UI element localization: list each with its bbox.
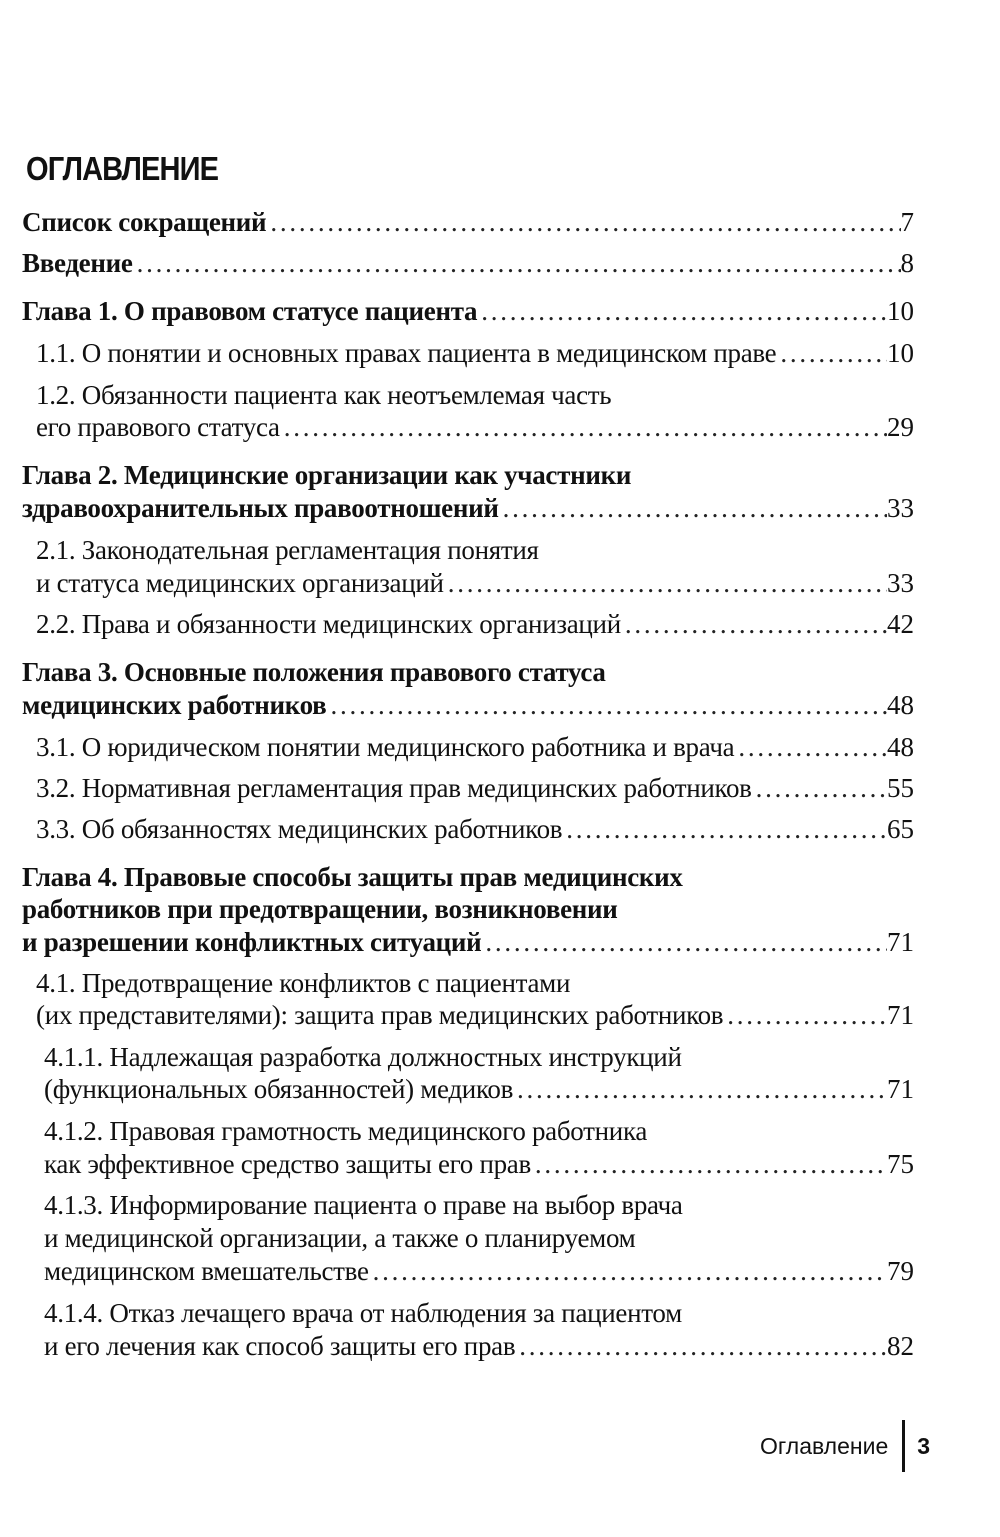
page-footer [760,1420,930,1472]
toc-entry-title: 2.1. Законодательная регламентация понятия [36,535,539,565]
toc-entry-line [22,294,914,328]
toc-entry-title: 4.1.1. Надлежащая разработка должностных инструкций [44,1042,682,1072]
toc-page-number: 8 [900,248,914,278]
page-number: 3 [917,1432,931,1459]
toc-entry-line [36,771,914,805]
toc-page-number: 48 [887,690,914,720]
toc-entry-title: медицинских работников [22,690,327,720]
toc-entry-line [22,925,914,959]
toc-entry-title: (функциональных обязанностей) медиков [44,1074,514,1104]
toc-entry-line [44,1147,914,1181]
running-header: Оглавление [760,1432,889,1459]
toc-entry-line [22,458,631,492]
toc-entry-title: 3.1. О юридическом понятии медицинского работника и врача [36,732,735,762]
dot-leader [734,730,887,764]
toc-page-number: 75 [887,1149,914,1179]
toc-entry-title: медицинском вмешательстве [44,1256,369,1286]
toc-entry-line [22,892,618,926]
toc-entry-title: Введение [22,248,133,278]
toc-entry-title: 4.1.2. Правовая грамотность медицинского работника [44,1116,648,1146]
toc-entry-title: 4.1. Предотвращение конфликтов с пациентами [36,968,571,998]
toc-page-number: 48 [887,732,914,762]
toc-page-number: 33 [887,493,914,523]
toc-entry-title: 1.2. Обязанности пациента как неотъемлемая часть [36,380,612,410]
toc-entry-line [22,860,683,894]
toc-entry-line [36,378,611,412]
toc-page-number: 65 [887,814,914,844]
toc-entry-title: его правового статуса [36,412,280,442]
dot-leader [326,688,887,722]
toc-entry-title: и разрешении конфликтных ситуаций [22,927,482,957]
toc-entry-line [44,1114,647,1148]
dot-leader [444,566,887,600]
toc-entry-line [36,998,914,1032]
toc-page-number: 79 [887,1256,914,1286]
toc-page-number: 71 [887,1074,914,1104]
dot-leader [513,1072,887,1106]
toc-entry-line [36,533,539,567]
toc-page-number: 29 [887,412,914,442]
toc-entry-line [44,1329,914,1363]
toc-entry-line [36,336,914,370]
toc-entry-line [44,1221,635,1255]
toc-entry-line [44,1072,914,1106]
toc-entry-line [36,607,914,641]
toc-entry-title: и статуса медицинских организаций [36,568,444,598]
dot-leader [515,1329,887,1363]
toc-entry-title: работников при предотвращении, возникновении [22,894,618,924]
dot-leader [280,410,887,444]
dot-leader [266,205,900,239]
toc-entry-title: 1.1. О понятии и основных правах пациента в медицинском праве [36,338,777,368]
toc-page-number: 33 [887,568,914,598]
toc-entry-line [22,205,914,239]
toc-entry-title: 4.1.3. Информирование пациента о праве на выбор врача [44,1190,683,1220]
toc-entry-title: Глава 1. О правовом статусе пациента [22,296,478,326]
page-title: ОГЛАВЛЕНИЕ [26,150,219,187]
toc-entry-title: здравоохранительных правоотношений [22,493,499,523]
toc-entry-title: как эффективное средство защиты его прав [44,1149,531,1179]
toc-entry-title: 3.3. Об обязанностях медицинских работников [36,814,563,844]
toc-page-number: 71 [887,1000,914,1030]
toc-entry-line [22,246,914,280]
dot-leader [477,294,887,328]
toc-entry-line [36,410,914,444]
dot-leader [776,336,887,370]
toc-entry-title: 3.2. Нормативная регламентация прав медицинских работников [36,773,752,803]
toc-entry-title: и его лечения как способ защиты его прав [44,1331,516,1361]
toc-entry-line [36,730,914,764]
dot-leader [723,998,887,1032]
dot-leader [499,491,887,525]
toc-entry-title: Глава 3. Основные положения правового статуса [22,657,606,687]
toc-page-number: 10 [887,296,914,326]
dot-leader [133,246,901,280]
toc-page-number: 71 [887,927,914,957]
dot-leader [481,925,887,959]
toc-entry-line [44,1254,914,1288]
toc-entry-title: 2.2. Права и обязанности медицинских организаций [36,609,621,639]
toc-entry-line [44,1296,682,1330]
toc-entry-line [36,966,570,1000]
toc-page-number: 82 [887,1331,914,1361]
toc-entry-title: Глава 2. Медицинские организации как участники [22,460,632,490]
toc-entry-title: Список сокращений [22,207,267,237]
toc-entry-title: Глава 4. Правовые способы защиты прав медицинских [22,862,683,892]
footer-divider [902,1420,905,1472]
toc-entry-title: (их представителями): защита прав медицинских работников [36,1000,724,1030]
toc-page-number: 55 [887,773,914,803]
dot-leader [752,771,887,805]
toc-entry-title: 4.1.4. Отказ лечащего врача от наблюдения за пациентом [44,1298,682,1328]
toc-page-number: 10 [887,338,914,368]
toc-entry-line [22,491,914,525]
dot-leader [531,1147,887,1181]
toc-entry-line [36,566,914,600]
dot-leader [369,1254,887,1288]
toc-entry-title: и медицинской организации, а также о планируемом [44,1223,636,1253]
toc-entry-line [36,812,914,846]
toc-entry-line [44,1040,682,1074]
toc-entry-line [44,1188,683,1222]
toc-entry-line [22,655,606,689]
toc-entry-line [22,688,914,722]
dot-leader [621,607,887,641]
toc-page-number: 7 [900,207,914,237]
dot-leader [562,812,887,846]
toc-page-number: 42 [887,609,914,639]
